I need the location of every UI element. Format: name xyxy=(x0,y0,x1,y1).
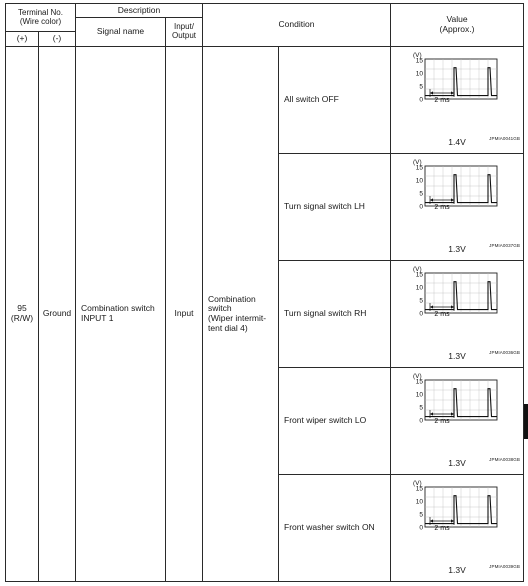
value-cell xyxy=(391,475,524,582)
y-tick-label: 15 xyxy=(415,378,423,386)
figure-id: JPMIA0041GB xyxy=(489,135,520,141)
time-scale-label: 2 ms xyxy=(434,97,450,104)
y-tick-label: 15 xyxy=(415,164,423,172)
input-output-cell: Input xyxy=(166,47,203,582)
value-cell xyxy=(391,47,524,154)
y-tick-label: 5 xyxy=(419,297,423,305)
condition-label: Turn signal switch LH xyxy=(279,154,391,261)
y-tick-label: 5 xyxy=(419,83,423,91)
condition-label: Front washer switch ON xyxy=(279,475,391,582)
y-tick-label: 0 xyxy=(419,203,423,211)
condition-group-cell: Combination switch (Wiper intermit- tent dial 4) xyxy=(203,47,279,582)
figure-id: JPMIA0039GB xyxy=(489,563,520,569)
time-scale-label: 2 ms xyxy=(434,418,450,425)
page-tab-marker xyxy=(524,404,528,439)
value-cell xyxy=(391,154,524,261)
header-input-output: Input/ Output xyxy=(166,18,203,47)
y-tick-label: 10 xyxy=(415,177,423,185)
y-tick-label: 15 xyxy=(415,57,423,65)
y-unit-label: (V) xyxy=(413,373,422,380)
y-tick-label: 0 xyxy=(419,96,423,104)
voltage-value: 1.3V xyxy=(448,351,466,362)
y-tick-label: 10 xyxy=(415,391,423,399)
header-plus: (+) xyxy=(6,32,39,47)
voltage-value: 1.3V xyxy=(448,244,466,255)
y-tick-label: 0 xyxy=(419,417,423,425)
voltage-value: 1.3V xyxy=(448,458,466,469)
figure-id: JPMIA0036GB xyxy=(489,349,520,355)
condition-label: Turn signal switch RH xyxy=(279,261,391,368)
voltage-value: 1.4V xyxy=(448,137,466,148)
condition-label: All switch OFF xyxy=(279,47,391,154)
oscilloscope-waveform xyxy=(403,154,511,234)
y-tick-label: 5 xyxy=(419,404,423,412)
oscilloscope-waveform xyxy=(403,368,511,448)
terminal-spec-table xyxy=(5,3,524,582)
header-condition: Condition xyxy=(203,4,391,47)
terminal-plus-cell: 95 (R/W) xyxy=(6,47,39,582)
header-value: Value (Approx.) xyxy=(391,4,524,47)
y-unit-label: (V) xyxy=(413,159,422,166)
y-tick-label: 15 xyxy=(415,485,423,493)
terminal-minus-cell: Ground xyxy=(39,47,76,582)
oscilloscope-waveform xyxy=(403,475,511,555)
y-tick-label: 0 xyxy=(419,310,423,318)
condition-label: Front wiper switch LO xyxy=(279,368,391,475)
y-tick-label: 10 xyxy=(415,284,423,292)
figure-id: JPMIA0037GB xyxy=(489,242,520,248)
figure-id: JPMIA0038GB xyxy=(489,456,520,462)
y-tick-label: 10 xyxy=(415,70,423,78)
value-cell xyxy=(391,261,524,368)
oscilloscope-waveform xyxy=(403,47,511,127)
oscilloscope-waveform xyxy=(403,261,511,341)
y-tick-label: 5 xyxy=(419,190,423,198)
time-scale-label: 2 ms xyxy=(434,525,450,532)
y-unit-label: (V) xyxy=(413,52,422,59)
y-unit-label: (V) xyxy=(413,480,422,487)
y-tick-label: 15 xyxy=(415,271,423,279)
time-scale-label: 2 ms xyxy=(434,204,450,211)
header-minus: (-) xyxy=(39,32,76,47)
signal-name-cell: Combination switch INPUT 1 xyxy=(76,47,166,582)
y-tick-label: 0 xyxy=(419,524,423,532)
voltage-value: 1.3V xyxy=(448,565,466,576)
y-tick-label: 10 xyxy=(415,498,423,506)
value-cell xyxy=(391,368,524,475)
y-unit-label: (V) xyxy=(413,266,422,273)
header-description: Description xyxy=(76,4,203,18)
header-terminal-no: Terminal No. (Wire color) xyxy=(6,4,76,32)
y-tick-label: 5 xyxy=(419,511,423,519)
time-scale-label: 2 ms xyxy=(434,311,450,318)
header-signal-name: Signal name xyxy=(76,18,166,47)
